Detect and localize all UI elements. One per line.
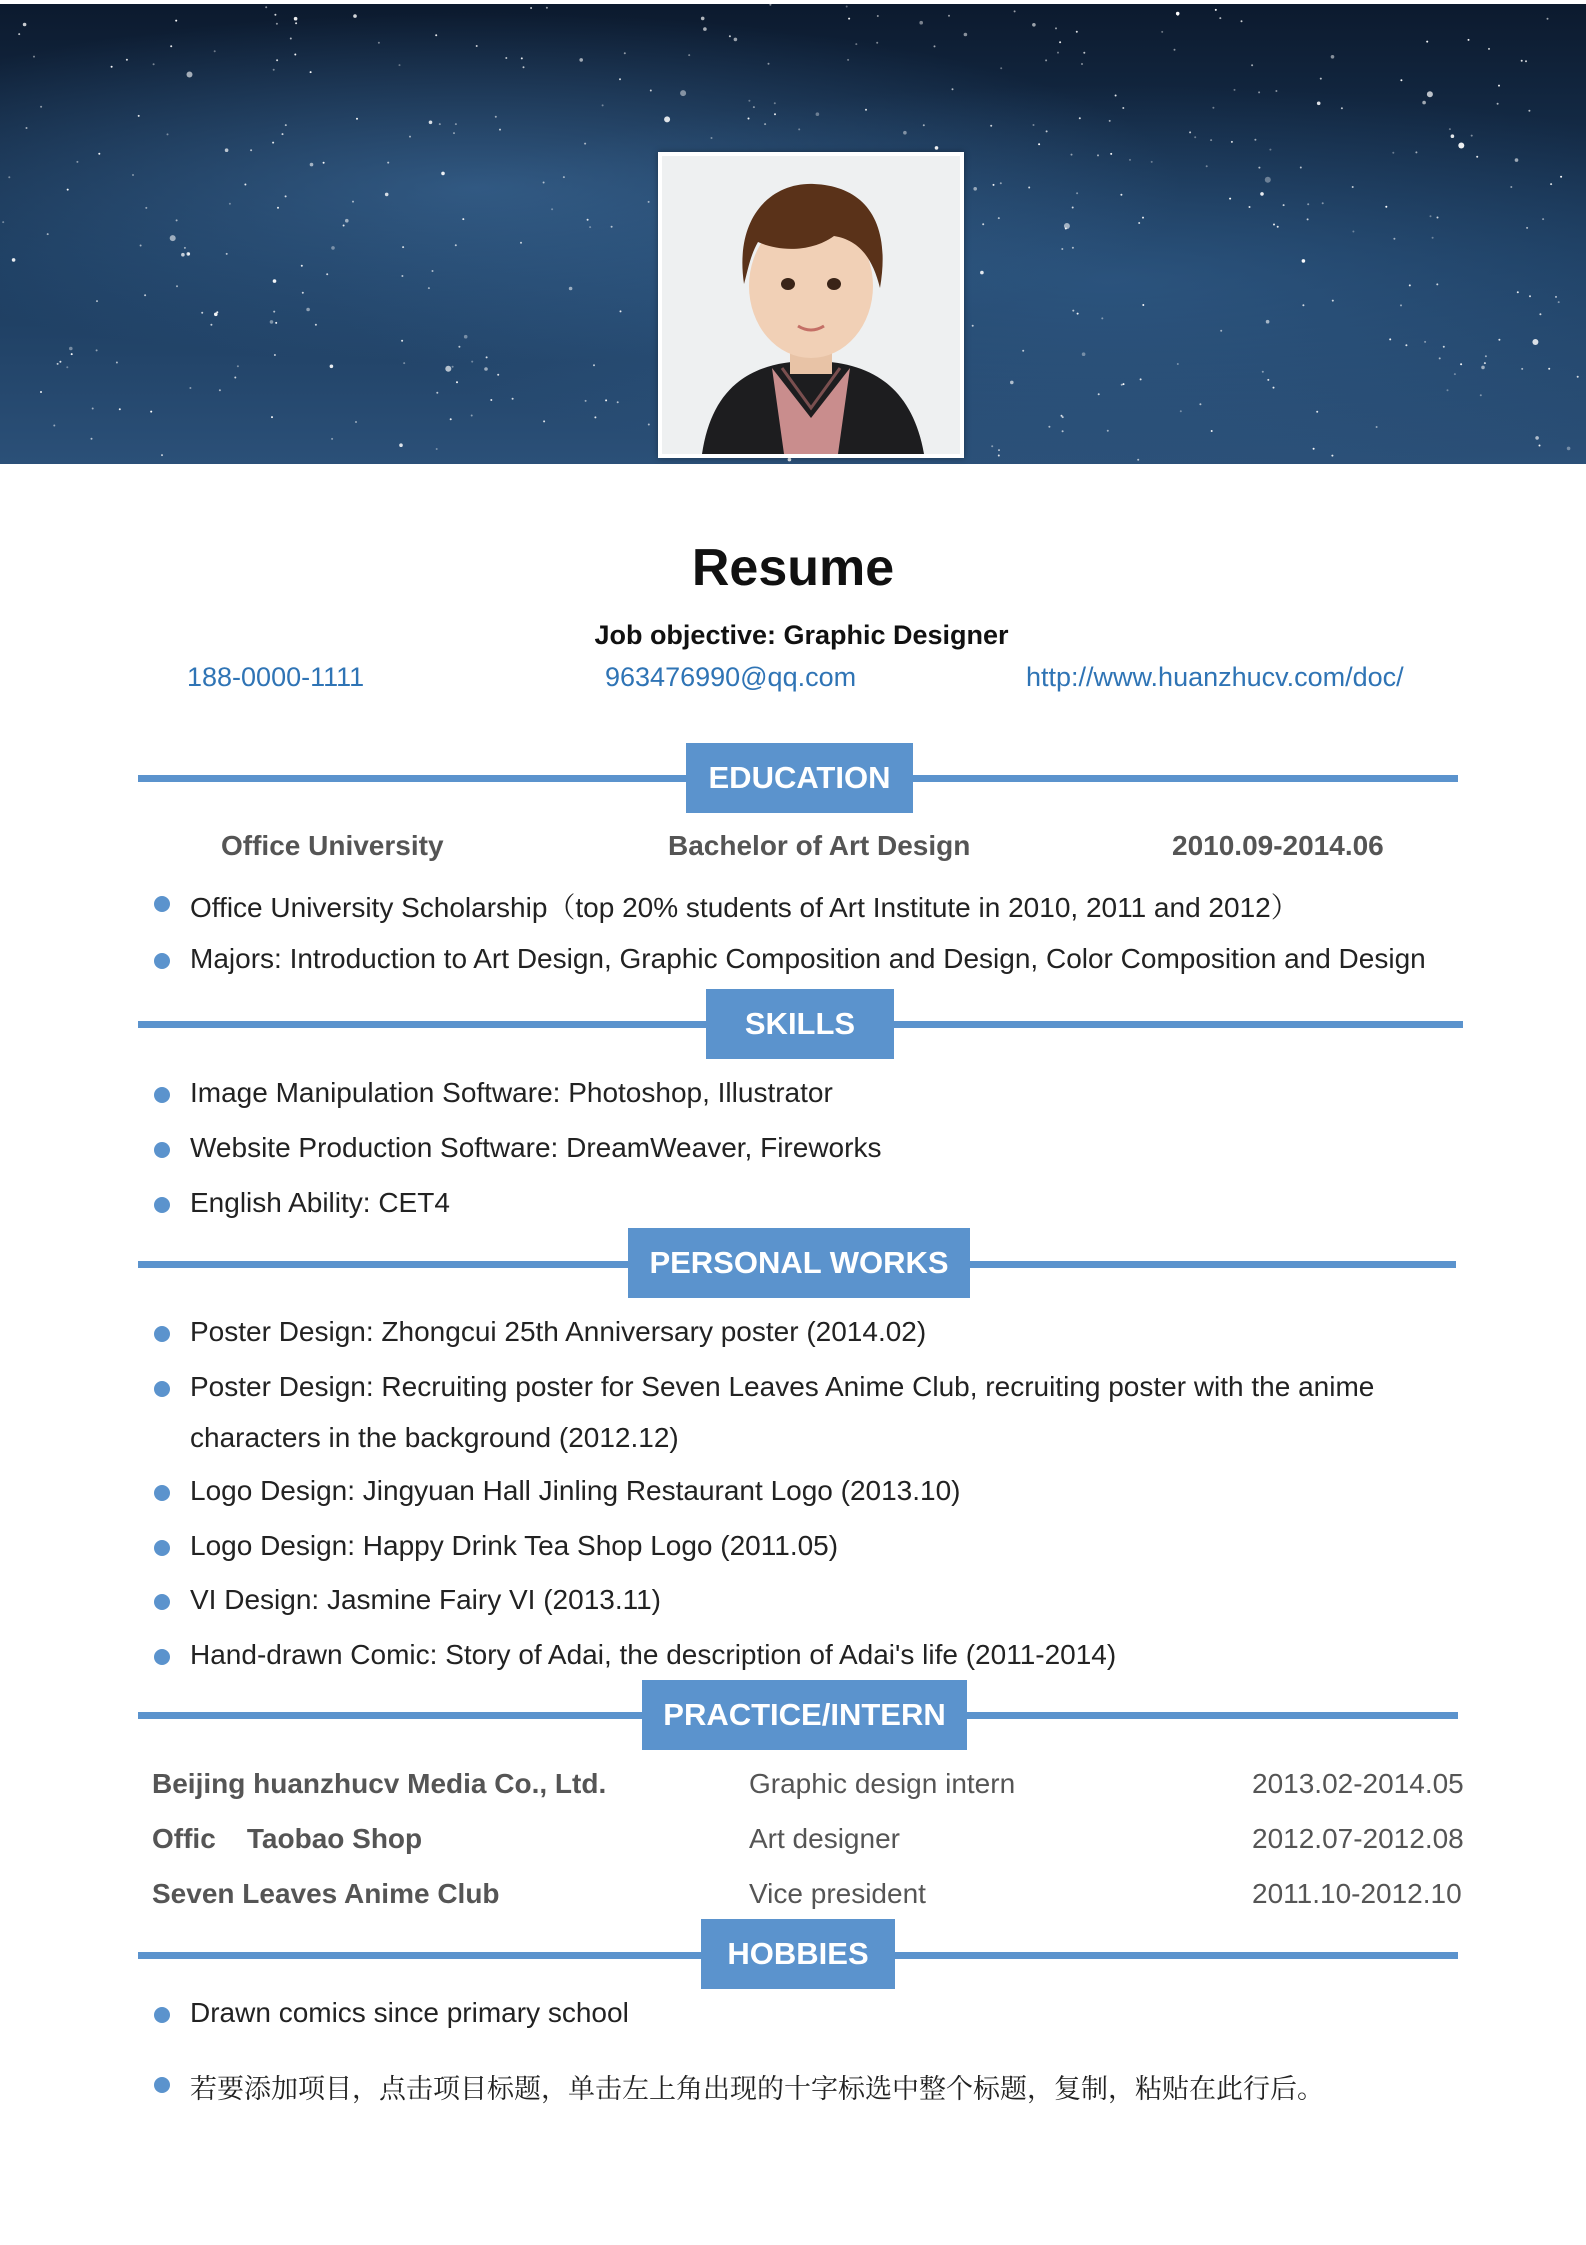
list-item: Website Production Software: DreamWeaver, Fireworks [190, 1132, 882, 1163]
education-dates: 2010.09-2014.06 [1172, 830, 1384, 861]
avatar-portrait [662, 156, 960, 454]
bullet-icon [154, 1485, 170, 1501]
phone-number[interactable]: 188-0000-1111 [187, 662, 365, 692]
profile-photo [658, 152, 964, 458]
bullet-icon [154, 2007, 170, 2023]
education-school: Office University [221, 830, 444, 861]
page-title: Resume [691, 539, 895, 597]
bullet-icon [154, 1594, 170, 1610]
intern-dates: 2012.07-2012.08 [1252, 1823, 1464, 1854]
list-item: Poster Design: Zhongcui 25th Anniversary poster (2014.02) [190, 1316, 927, 1347]
practice-heading: PRACTICE/INTERN [642, 1680, 967, 1750]
list-item: 若要添加项目，点击项目标题，单击左上角出现的十字标选中整个标题，复制，粘贴在此行后。 [190, 2074, 1324, 2105]
intern-company: Beijing huanzhucv Media Co., Ltd. [152, 1768, 607, 1799]
intern-company: Offic Taobao Shop [152, 1823, 423, 1854]
bullet-icon [154, 1087, 170, 1103]
intern-company: Seven Leaves Anime Club [152, 1878, 500, 1909]
education-heading: EDUCATION [686, 743, 913, 813]
intern-role: Vice president [749, 1878, 926, 1909]
bullet-icon [154, 953, 170, 969]
list-item: Office University Scholarship（top 20% students of Art Institute in 2010, 2011 and 2012） [190, 892, 1299, 923]
bullet-icon [154, 1540, 170, 1556]
email-link[interactable]: 963476990@qq.com [605, 662, 857, 692]
list-item: Image Manipulation Software: Photoshop, Illustrator [190, 1077, 833, 1108]
list-item: Logo Design: Happy Drink Tea Shop Logo (2011.05) [190, 1530, 839, 1561]
bullet-icon [154, 1197, 170, 1213]
website-link[interactable]: http://www.huanzhucv.com/doc/ [1026, 662, 1404, 692]
intern-dates: 2011.10-2012.10 [1252, 1878, 1462, 1909]
list-item: Drawn comics since primary school [190, 1997, 629, 2028]
list-item: Poster Design: Recruiting poster for Seven Leaves Anime Club, recruiting poster with the anime [190, 1371, 1375, 1402]
list-item: English Ability: CET4 [190, 1187, 450, 1218]
intern-role: Art designer [749, 1823, 900, 1854]
list-item: Hand-drawn Comic: Story of Adai, the description of Adai's life (2011-2014) [190, 1639, 1117, 1670]
works-heading: PERSONAL WORKS [628, 1228, 970, 1298]
intern-role: Graphic design intern [749, 1768, 1016, 1799]
hobbies-heading: HOBBIES [701, 1919, 895, 1989]
list-item: Logo Design: Jingyuan Hall Jinling Restaurant Logo (2013.10) [190, 1475, 961, 1506]
job-objective: Job objective: Graphic Designer [594, 620, 1009, 650]
bullet-icon [154, 1381, 170, 1397]
list-item-continuation: characters in the background (2012.12) [190, 1422, 679, 1453]
list-item: Majors: Introduction to Art Design, Graphic Composition and Design, Color Composition and Design [190, 943, 1426, 974]
bullet-icon [154, 1649, 170, 1665]
intern-dates: 2013.02-2014.05 [1252, 1768, 1464, 1799]
skills-heading: SKILLS [706, 989, 894, 1059]
list-item: VI Design: Jasmine Fairy VI (2013.11) [190, 1584, 662, 1615]
bullet-icon [154, 2077, 170, 2093]
bullet-icon [154, 896, 170, 912]
bullet-icon [154, 1142, 170, 1158]
education-degree: Bachelor of Art Design [668, 830, 971, 861]
bullet-icon [154, 1326, 170, 1342]
